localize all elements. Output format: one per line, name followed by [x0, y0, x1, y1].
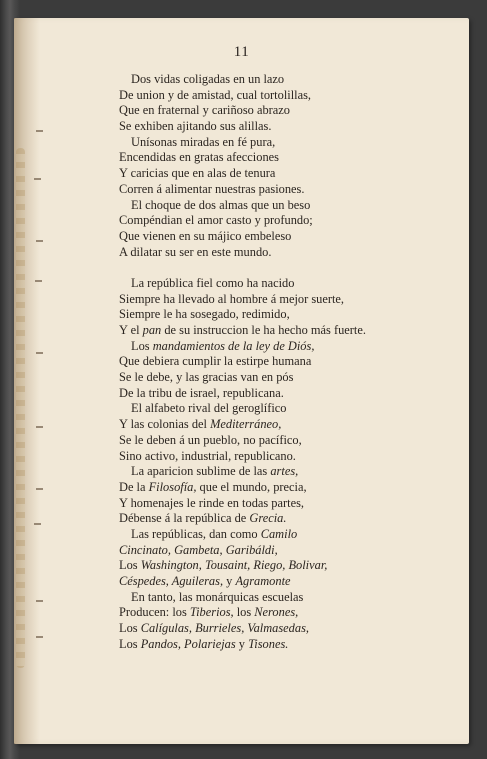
poem-line	[119, 213, 459, 229]
text-run: De la tribu de israel, republicana.	[119, 385, 284, 400]
poem-line	[119, 150, 459, 166]
italic-text-run: Agramonte	[235, 574, 291, 588]
poem-line	[119, 621, 459, 637]
text-run: Débense á la república de	[119, 511, 250, 526]
text-run: En tanto, las monárquicas escuelas	[131, 589, 304, 604]
text-run: La república fiel como ha nacido	[131, 275, 295, 290]
text-run: De la	[119, 479, 149, 494]
italic-text-run: Pandos, Polariejas	[140, 636, 236, 651]
poem-line	[119, 464, 459, 480]
poem-line	[119, 605, 459, 621]
text-run: Y el	[119, 323, 143, 337]
text-run: que el mundo, precia,	[196, 479, 307, 494]
text-run: Las repúblicas, dan como	[131, 526, 261, 541]
text-run: y	[235, 636, 249, 651]
text-run: Y homenajes le rinde en todas partes,	[119, 495, 304, 510]
text-run: Siempre ha llevado al hombre á mejor suerte,	[119, 291, 345, 306]
margin-tick-mark	[36, 352, 43, 354]
margin-tick-mark	[36, 636, 43, 638]
italic-text-run: artes,	[270, 464, 299, 479]
text-run: Que en fraternal y cariñoso abrazo	[119, 103, 290, 118]
italic-text-run: Mediterráneo,	[210, 417, 282, 432]
page-number: 11	[233, 44, 250, 60]
text-run: Corren á alimentar nuestras pasiones.	[119, 181, 305, 196]
poem-line	[119, 449, 459, 465]
poem-line	[119, 182, 459, 198]
margin-tick-mark	[35, 280, 42, 282]
text-run: Y caricias que en alas de tenura	[119, 166, 276, 181]
poem-line	[119, 307, 459, 323]
poem-line	[119, 119, 459, 135]
italic-text-run: Tisones.	[248, 636, 289, 651]
poem-line	[119, 276, 459, 292]
poem-line	[119, 590, 459, 606]
poem-line	[119, 386, 459, 402]
stanza-break	[119, 260, 459, 276]
text-run: Sino activo, industrial, republicano.	[119, 448, 296, 463]
text-run: Los	[119, 621, 141, 636]
poem-line	[119, 637, 459, 653]
poem-line	[119, 433, 459, 449]
poem-line	[119, 401, 459, 417]
poem-line	[119, 574, 459, 590]
text-run: Los	[119, 558, 141, 573]
text-run: Compéndian el amor casto y profundo;	[119, 213, 313, 228]
italic-text-run: Filosofía,	[148, 479, 197, 494]
text-run: Unísonas miradas en fé pura,	[131, 134, 276, 149]
italic-text-run: Grecia.	[249, 511, 287, 526]
poem-line	[119, 511, 459, 527]
italic-text-run: Nerones,	[254, 605, 299, 620]
text-run: Se le deben á un pueblo, no pacífico,	[119, 432, 302, 447]
poem-line	[119, 166, 459, 182]
italic-text-run: Calígulas, Burrieles, Valmasedas,	[140, 621, 309, 636]
poem-line	[119, 292, 459, 308]
poem-line	[119, 480, 459, 496]
italic-text-run: Washington, Tousaint, Riego, Bolivar,	[140, 558, 328, 573]
poem-line	[119, 496, 459, 512]
text-run: La aparicion sublime de las	[131, 464, 271, 479]
poem-line	[119, 370, 459, 386]
poem-line	[119, 198, 459, 214]
margin-tick-mark	[34, 178, 41, 180]
poem-line	[119, 354, 459, 370]
margin-tick-mark	[36, 426, 43, 428]
text-run: Se le debe, y las gracias van en pós	[119, 370, 294, 385]
book-page	[14, 18, 469, 744]
italic-text-run: pan	[142, 323, 162, 337]
text-run: El choque de dos almas que un beso	[131, 197, 311, 212]
text-run: Se exhiben ajitando sus alillas.	[119, 119, 272, 134]
margin-tick-mark	[36, 130, 43, 132]
text-run: El alfabeto rival del geroglífico	[131, 401, 287, 416]
margin-tick-mark	[36, 488, 43, 490]
text-run: De union y de amistad, cual tortolillas,	[119, 87, 312, 102]
text-run: los	[233, 605, 255, 620]
italic-text-run: Tiberios,	[189, 605, 234, 620]
text-run: de su instruccion le ha hecho más fuerte.	[161, 323, 366, 337]
text-run: Que vienen en su májico embeleso	[119, 228, 292, 243]
text-run: Dos vidas coligadas en un lazo	[131, 72, 285, 86]
italic-text-run: mandamientos de la ley de Diós,	[152, 338, 315, 353]
poem-line	[119, 103, 459, 119]
poem-line	[119, 72, 459, 88]
italic-text-run: Cincinato, Gambeta, Garibáldi,	[119, 542, 278, 557]
italic-text-run: Céspedes, Aguileras,	[119, 574, 224, 588]
text-run: A dilatar su ser en este mundo.	[119, 244, 272, 259]
poem-line	[119, 323, 459, 339]
poem-line	[119, 558, 459, 574]
poem-line	[119, 543, 459, 559]
poem-text	[119, 72, 459, 652]
margin-tick-mark	[36, 240, 43, 242]
margin-tick-mark	[36, 600, 43, 602]
poem-line	[119, 417, 459, 433]
text-run: Y las colonias del	[119, 417, 211, 432]
text-run: Encendidas en gratas afecciones	[119, 150, 279, 165]
poem-line	[119, 88, 459, 104]
text-run: y	[223, 574, 236, 588]
italic-text-run: Camilo	[260, 526, 298, 541]
text-run: Siempre le ha sosegado, redimido,	[119, 307, 290, 322]
binding-thread	[16, 148, 25, 668]
poem-line	[119, 527, 459, 543]
poem-line	[119, 245, 459, 261]
margin-tick-mark	[34, 523, 41, 525]
poem-line	[119, 229, 459, 245]
text-run: Los	[119, 636, 141, 651]
text-run: Que debiera cumplir la estirpe humana	[119, 354, 312, 369]
poem-line	[119, 339, 459, 355]
text-run: Los	[131, 338, 153, 353]
text-run: Producen: los	[119, 605, 190, 620]
poem-line	[119, 135, 459, 151]
